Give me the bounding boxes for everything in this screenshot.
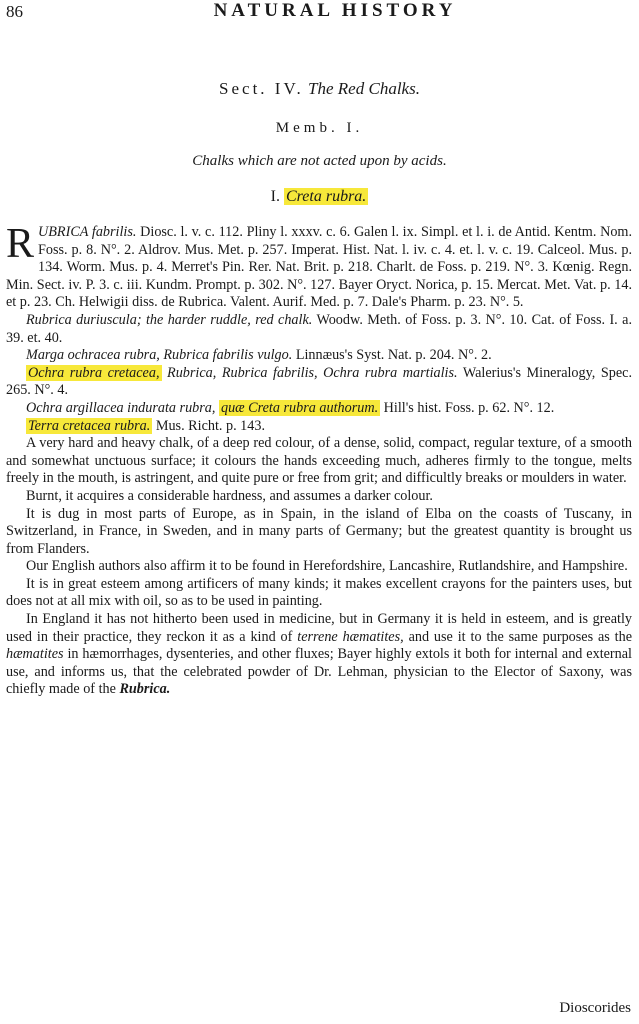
paragraph-uses: It is in great esteem among artificers of many kinds; it makes excellent crayons for the painters uses, but does not at all mix with oil, so as to be used in painting.: [6, 575, 632, 610]
section-label: Sect. IV.: [219, 79, 304, 98]
synonym-1-italic: UBRICA fabrilis.: [38, 224, 137, 240]
page-number: 86: [6, 2, 23, 21]
medicine-italic-2: hæmatites: [6, 646, 64, 663]
entry-name-highlight: Creta rubra.: [286, 188, 367, 205]
catchword: Dioscorides: [559, 1000, 631, 1016]
running-title: NATURAL HISTORY: [213, 0, 457, 21]
body-text: [6, 221, 633, 699]
synonym-6: [6, 418, 632, 436]
section-title: The Red Chalks.: [308, 79, 420, 98]
synonym-6-highlight: Terra cretacea rubra.: [28, 417, 151, 434]
synonym-5-highlight: quæ Creta rubra authorum.: [220, 399, 379, 416]
paragraph-english-sources: Our English authors also affirm it to be found in Herefordshire, Lancashire, Rutlandshire, and Hampshire.: [26, 558, 628, 575]
paragraph-burnt: Burnt, it acquires a considerable hardness, and assumes a darker colour.: [26, 487, 433, 504]
synonym-2: [6, 312, 632, 347]
synonym-4-highlight: Ochra rubra cretacea,: [28, 364, 160, 381]
entry-number: I.: [270, 188, 280, 205]
medicine-text-3: in hæmorrhages, dysenteries, and other fluxes; Bayer highly extols it both for internal and external use, and informs us, that the celebrated powder of Dr. Lehman, physician to the Elector of Saxony, was chiefly made of the: [6, 646, 632, 698]
paragraph-medicine: [6, 611, 632, 699]
synonym-4-italic: Rubrica, Rubrica fabrilis, Ochra rubra martialis.: [161, 364, 458, 381]
drop-cap: R: [6, 221, 35, 267]
synonym-5-refs: Hill's hist. Foss. p. 62. N°. 12.: [380, 399, 555, 416]
member-heading: Memb. I.: [275, 120, 364, 136]
medicine-italic-3: Rubrica.: [119, 681, 171, 698]
synonym-1-refs: Diosc. l. v. c. 112. Pliny l. xxxv. c. 6. Galen l. ix. Simpl. et l. i. de Antid. Kentm. Nom. Foss. p. 8. N°. 2. Aldrov. Mus. Met. p. 257. Imperat. Hist. Nat. l. iv. c. 4. et. l. v. c. 19. Calceol. Mus. p. 134. Worm. Mus. p. 4. Merret's Pin. Rer. Nat. Brit. p. 218. Charlt. de Foss. p. 219. N°. 3. Kœnig. Regn. Min. Sect. iv. P. 3. c. iii. Kundm. Prompt. p. 302. N°. 127. Bayer Oryct. Norica, p. 15. Mercat. Met. Vat. p. 14. et p. 23. Ch. Helwigii diss. de Rubrica. Valent. Aurif. Med. p. 7. Dale's Pharm. p. 23. N°. 5.: [6, 224, 632, 311]
synonym-3-italic: Marga ochracea rubra, Rubrica fabrilis vulgo.: [26, 347, 293, 364]
synonym-3-refs: Linnæus's Syst. Nat. p. 204. N°. 2.: [292, 347, 492, 364]
paragraph-description: A very hard and heavy chalk, of a deep red colour, of a dense, solid, compact, regular texture, of a smooth and somewhat unctuous surface; it colours the hands exceeding much, adheres firmly to the tongue, melts freely in the mouth, is astringent, and quite pure or free from grit; and difficultly breaks or moulders in water.: [6, 435, 632, 487]
synonym-3: [6, 347, 632, 365]
synonym-5: [6, 400, 632, 418]
medicine-text-2: and use it to the same purposes as the: [403, 628, 633, 645]
page-header: [0, 0, 639, 30]
synonym-4-refs: Walerius's Mineralogy, Spec. 265. N°. 4.: [6, 364, 632, 399]
section-heading: [0, 79, 639, 99]
synonym-4: [6, 365, 632, 400]
synonym-5-italic: Ochra argillacea indurata rubra,: [26, 399, 216, 416]
synonym-2-refs: Woodw. Meth. of Foss. p. 3. N°. 10. Cat. of Foss. I. a. 39. et. 40.: [6, 311, 632, 346]
medicine-text-1: In England it has not hitherto been used in medicine, but in Germany it is held in esteem, and is greatly used in their practice, they reckon it as a kind of: [6, 611, 632, 645]
synonym-2-italic: Rubrica duriuscula; the harder ruddle, red chalk.: [26, 311, 313, 328]
medicine-italic-1: terrene hæmatites,: [297, 628, 404, 645]
synonym-1: [6, 221, 632, 312]
entry-title: [0, 188, 639, 206]
paragraph-locations: It is dug in most parts of Europe, as in Spain, in the island of Elba on the coasts of Tuscany, in Switzerland, in France, in Sweden, and in many parts of Germany; but the greatest quantity is brought us from Flanders.: [6, 505, 632, 557]
subheading: Chalks which are not acted upon by acids.: [192, 153, 447, 169]
synonym-6-refs: Mus. Richt. p. 143.: [152, 417, 266, 434]
